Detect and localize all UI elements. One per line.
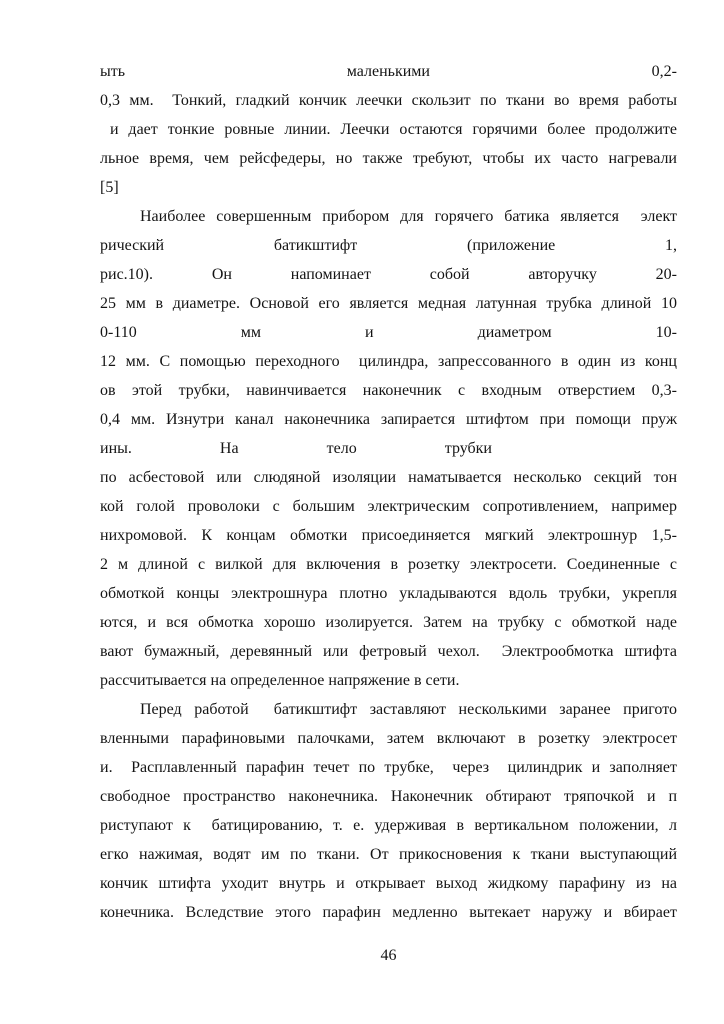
text-line: и. Расплавленный парафин течет по трубке, через цилиндрик и заполняет xyxy=(100,759,677,776)
text-line: 0,4 мм. Изнутри канал наконечника запирается штифтом при помощи пруж xyxy=(100,411,677,428)
text-line: егко нажимая, водят им по ткани. От прикосновения к ткани выступающий xyxy=(100,846,677,863)
text-line: Перед работой батикштифт заставляют несколькими заранее пригото xyxy=(140,701,677,718)
text-line: кой голой проволоки с большим электрическим сопротивлением, например xyxy=(100,498,677,515)
text-line: по асбестовой или слюдяной изоляции наматывается несколько секций тон xyxy=(100,469,677,486)
text-line: ов этой трубки, навинчивается наконечник с входным отверстием 0,3- xyxy=(100,382,677,399)
text-line: риступают к батицированию, т. е. удерживая в вертикальном положении, л xyxy=(100,817,677,834)
text-line: обмоткой концы электрошнура плотно укладываются вдоль трубки, укрепля xyxy=(100,585,677,602)
text-line: рассчитывается на определенное напряжение в сети. xyxy=(100,672,460,689)
text-line: ются, и вся обмотка хорошо изолируется. Затем на трубку с обмоткой наде xyxy=(100,614,677,631)
text-line: и дает тонкие ровные линии. Леечки остаются горячими более продолжите xyxy=(100,121,678,138)
text-line: кончик штифта уходит внутрь и открывает выход жидкому парафину из на xyxy=(100,875,677,892)
text-line: ыть маленькими 0,2- xyxy=(100,63,677,80)
text-line: Наиболее совершенным прибором для горячего батика является элект xyxy=(140,208,677,225)
text-line: 0-110 мм и диаметром 10- xyxy=(100,324,677,341)
text-line: вают бумажный, деревянный или фетровый чехол. Электрообмотка штифта xyxy=(100,643,677,660)
text-line: ины. На тело трубки xyxy=(100,440,492,457)
page-number: 46 xyxy=(380,947,397,964)
text-line: рис.10). Он напоминает собой авторучку 20- xyxy=(100,266,677,283)
text-line: свободное пространство наконечника. Наконечник обтирают тряпочкой и п xyxy=(100,788,677,805)
text-line: рический батикштифт (приложение 1, xyxy=(100,237,677,254)
text-line: 0,3 мм. Тонкий, гладкий кончик леечки скользит по ткани во время работы xyxy=(100,92,677,109)
text-line: нихромовой. К концам обмотки присоединяется мягкий электрошнур 1,5- xyxy=(100,527,677,544)
text-line: 12 мм. С помощью переходного цилиндра, запрессованного в один из конц xyxy=(100,353,677,370)
text-line: [5] xyxy=(100,179,119,196)
text-block xyxy=(100,57,677,927)
text-line: конечника. Вследствие этого парафин медленно вытекает наружу и вбирает xyxy=(100,904,677,921)
text-line: льное время, чем рейсфедеры, но также требуют, чтобы их часто нагревали xyxy=(100,150,677,167)
text-line: вленными парафиновыми палочками, затем включают в розетку электросет xyxy=(100,730,677,747)
text-line: 2 м длиной с вилкой для включения в розетку электросети. Соединенные с xyxy=(100,556,677,573)
text-line: 25 мм в диаметре. Основой его является медная латунная трубка длиной 10 xyxy=(100,295,677,312)
